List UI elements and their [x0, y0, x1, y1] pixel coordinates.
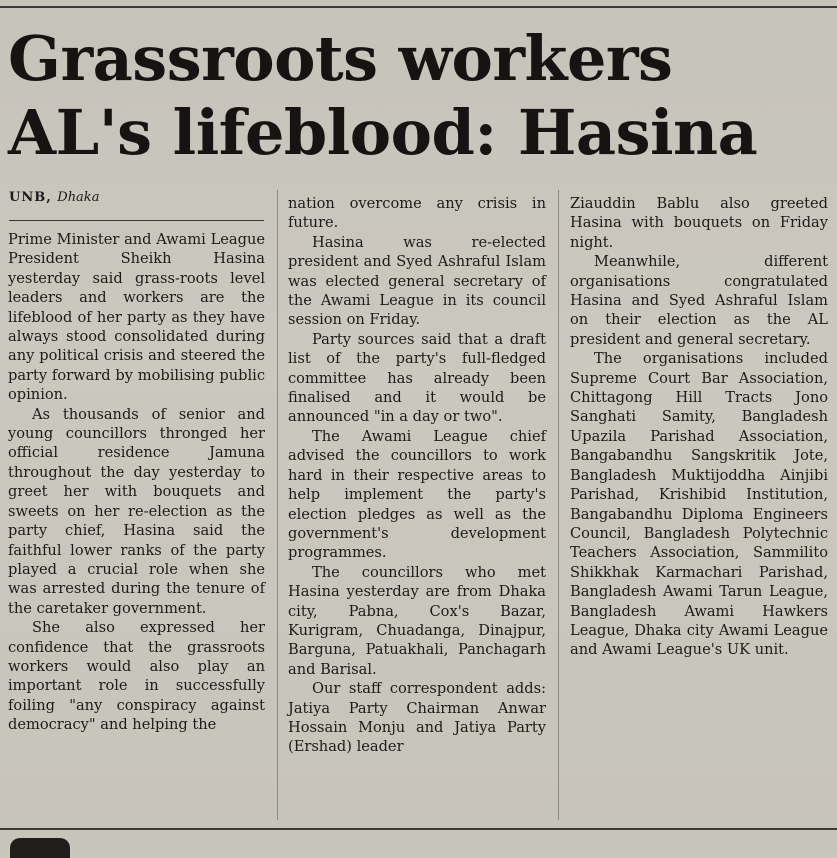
byline: [9, 190, 264, 205]
column-divider: [558, 190, 559, 820]
article-column-2: [288, 194, 546, 757]
paragraph: Hasina was re-elected president and Syed Ashraful Islam was elected general secretary of the Awami League in its council session on Friday.: [288, 233, 546, 329]
paragraph: As thousands of senior and young councillors thronged her official residence Jamuna throughout the day yesterday to greet her with bouquets and sweets on her re-election as the party chief, Hasina said the faithful lower ranks of the party played a crucial role when she was arrested during the tenure of the caretaker government.: [8, 405, 265, 617]
next-article-headline-fragment: [10, 838, 70, 858]
headline: Grassroots workers AL's lifeblood: Hasina: [8, 22, 758, 169]
paragraph: The Awami League chief advised the councillors to work hard in their respective areas to help implement the party's election pledges as well as the government's development programmes.: [288, 427, 546, 562]
byline-agency: UNB,: [9, 190, 52, 205]
paragraph: Ziauddin Bablu also greeted Hasina with bouquets on Friday night.: [570, 195, 828, 251]
bottom-rule: [0, 828, 837, 830]
paragraph: The councillors who met Hasina yesterday are from Dhaka city, Pabna, Cox's Bazar, Kurigram, Chuadanga, Dinajpur, Barguna, Patuakhali, Panchagarh and Barisal.: [288, 563, 546, 678]
paragraph: She also expressed her confidence that the grassroots workers would also play an important role in successfully foiling "any conspiracy against democracy" and helping the: [8, 619, 265, 734]
top-rule: [0, 6, 837, 8]
paragraph: The organisations included Supreme Court Bar Association, Chittagong Hill Tracts Jono Sanghati Samity, Bangladesh Upazila Parishad Association, Bangabandhu Sangskritik Jote, Bangladesh Muktijoddha Ainjibi Parishad, Krishibid Institution, Bangabandhu Diploma Engineers Council, Bangladesh Polytechnic Teachers Association, Sammilito Shikkhak Karmachari Parishad, Bangladesh Awami Tarun League, Bangladesh Awami Hawkers League, Dhaka city Awami League and Awami League's UK unit.: [570, 350, 828, 659]
paragraph: nation overcome any crisis in future.: [288, 195, 546, 232]
article-column-1: [8, 230, 265, 735]
paragraph: Prime Minister and Awami League President Sheikh Hasina yesterday said grass-roots level leaders and workers are the lifeblood of her party as they have always stood consolidated during any political crisis and steered the party forward by mobilising public opinion.: [8, 231, 265, 404]
paragraph: Meanwhile, different organisations congratulated Hasina and Syed Ashraful Islam on their election as the AL president and general secretary.: [570, 253, 828, 348]
byline-location: Dhaka: [57, 190, 100, 205]
article-column-3: [570, 194, 828, 660]
column-divider: [277, 190, 278, 820]
paragraph: Party sources said that a draft list of the party's full-fledged committee has already been finalised and it would be announced "in a day or two".: [288, 330, 546, 426]
byline-rule: [9, 220, 264, 221]
paragraph: Our staff correspondent adds: Jatiya Party Chairman Anwar Hossain Monju and Jatiya Party (Ershad) leader: [288, 680, 546, 756]
